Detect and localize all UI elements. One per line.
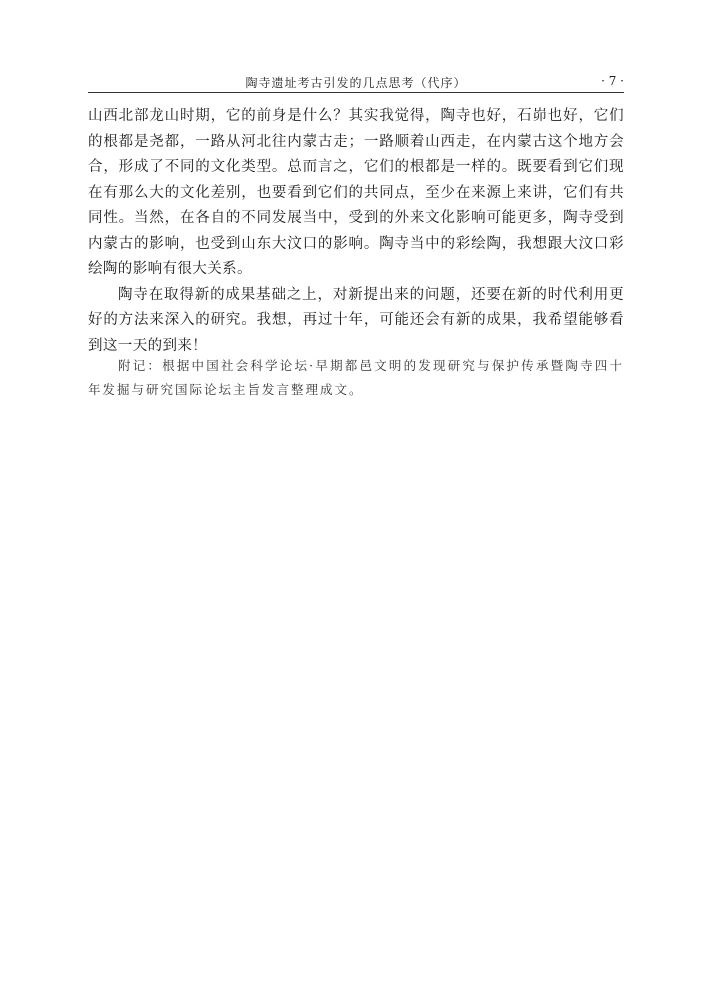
- body-text: [88, 104, 624, 359]
- page-number: · 7 ·: [601, 74, 624, 88]
- paragraph: 陶寺在取得新的成果基础之上，对新提出来的问题，还要在新的时代利用更好的方法来深入的研究。我想，再过十年，可能还会有新的成果，我希望能够看到这一天的到来！: [88, 286, 624, 354]
- running-header: [88, 72, 624, 93]
- postscript-note: 附记：根据中国社会科学论坛·早期都邑文明的发现研究与保护传承暨陶寺四十年发掘与研究国际论坛主旨发言整理成文。: [88, 358, 624, 397]
- header-title: 陶寺遗址考古引发的几点思考（代序）: [245, 76, 467, 90]
- paragraph-continued: 山西北部龙山时期，它的前身是什么？其实我觉得，陶寺也好，石峁也好，它们的根都是尧都，一路从河北往内蒙古走；一路顺着山西走，在内蒙古这个地方会合，形成了不同的文化类型。总而言之，它们的根都是一样的。既要看到它们现在有那么大的文化差别，也要看到它们的共同点，至少在来源上来讲，它们有共同性。当然，在各自的不同发展当中，受到的外来文化影响可能更多，陶寺受到内蒙古的影响，也受到山东大汶口的影响。陶寺当中的彩绘陶，我想跟大汶口彩绘陶的影响有很大关系。: [88, 108, 624, 277]
